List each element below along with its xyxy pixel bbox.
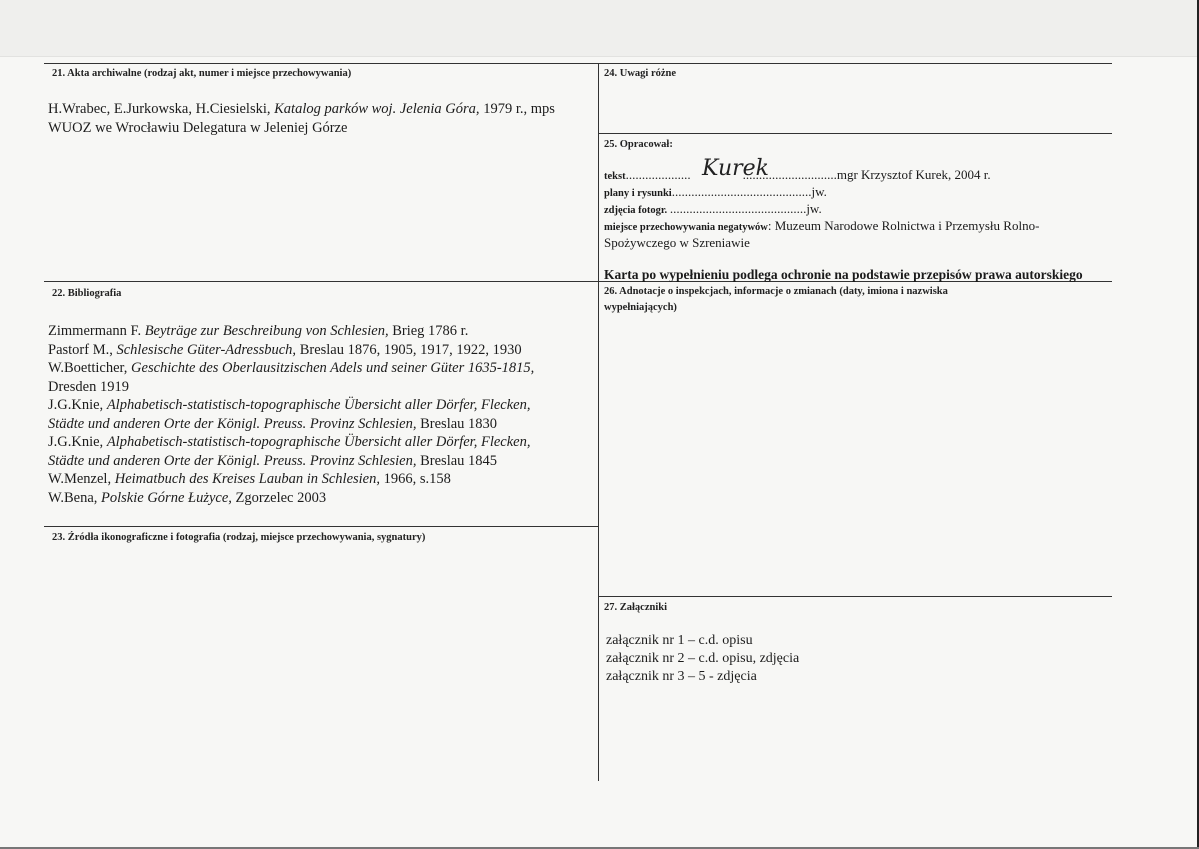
rule-27 (598, 596, 1112, 597)
tekst-value: mgr Krzysztof Kurek, 2004 r. (836, 167, 991, 182)
bibliography-entry: Städte und anderen Orte der Königl. Preuss. Provinz Schlesien, Breslau 1845 (48, 452, 498, 469)
section-25-label: 25. Opracował: (604, 139, 673, 150)
section-27-label: 27. Załączniki (604, 602, 668, 613)
section-26-label-line-2: wypełniających) (604, 302, 677, 313)
miejsce-value: : Muzeum Narodowe Rolnictwa i Przemysłu Rolno- (767, 218, 1040, 233)
dots: .......................................... (669, 201, 807, 216)
rule-25 (598, 133, 1112, 134)
column-divider (598, 63, 599, 781)
dots: ............................. (742, 167, 837, 182)
bibliography-list (48, 322, 534, 507)
scan-top-margin (0, 0, 1199, 57)
section-24-label: 24. Uwagi różne (604, 68, 677, 79)
section-26-label-line-1: 26. Adnotacje o inspekcjach, informacje o zmianach (daty, imiona i nazwiska (604, 286, 948, 297)
bibliography-entry: Dresden 1919 (48, 378, 129, 395)
attachment-item: załącznik nr 2 – c.d. opisu, zdjęcia (606, 651, 800, 666)
plany-value: jw. (811, 184, 827, 199)
archive-entry-line-1: H.Wrabec, E.Jurkowska, H.Ciesielski, Katalog parków woj. Jelenia Góra, 1979 r., mps (48, 101, 555, 117)
attachment-item: załącznik nr 1 – c.d. opisu (606, 633, 753, 648)
bibliography-entry: J.G.Knie, Alphabetisch-statistisch-topographische Übersicht aller Dörfer, Flecken, (48, 434, 531, 450)
negatives-storage-row-2: Spożywczego w Szreniawie (604, 235, 750, 250)
bibliography-entry: J.G.Knie, Alphabetisch-statistisch-topographische Übersicht aller Dörfer, Flecken, (48, 397, 531, 413)
bibliography-entry: Städte und anderen Orte der Königl. Preuss. Provinz Schlesien, Breslau 1830 (48, 415, 498, 432)
archive-entry-line-2: WUOZ we Wrocławiu Delegatura w Jeleniej Górze (48, 119, 348, 136)
zdjecia-value: jw. (806, 201, 822, 216)
handwritten-signature: Kurek (702, 156, 769, 181)
section-21-label: 21. Akta archiwalne (rodzaj akt, numer i miejsce przechowywania) (52, 68, 352, 79)
bibliography-entry: W.Bena, Polskie Górne Łużyce, Zgorzelec 2003 (48, 489, 327, 506)
attachment-item: załącznik nr 3 – 5 - zdjęcia (606, 669, 757, 684)
zdjecia-label: zdjęcia fotogr. (604, 205, 670, 216)
section-26-label (604, 285, 948, 314)
top-rule (44, 63, 1112, 64)
dots: ........................................... (671, 184, 812, 199)
tekst-label: tekst (604, 171, 626, 182)
rule-23 (44, 526, 598, 527)
section-22-label: 22. Bibliografia (52, 288, 122, 299)
section-21-content (48, 100, 555, 137)
bibliography-entry: Pastorf M., Schlesische Güter-Adressbuch, Breslau 1876, 1905, 1917, 1922, 1930 (48, 341, 522, 358)
section-23-label: 23. Źródła ikonograficzne i fotografia (rodzaj, miejsce przechowywania, sygnatury) (52, 532, 426, 543)
plany-label: plany i rysunki (604, 188, 672, 199)
copyright-notice: Karta po wypełnieniu podlega ochronie na podstawie przepisów prawa autorskiego (604, 267, 1083, 282)
miejsce-label: miejsce przechowywania negatywów (604, 222, 768, 233)
bibliography-entry: W.Boetticher, Geschichte des Oberlausitzischen Adels und seiner Güter 1635-1815, (48, 360, 535, 376)
bibliography-entry: Zimmermann F. Beyträge zur Beschreibung von Schlesien, Brieg 1786 r. (48, 323, 469, 339)
attachments-list (606, 632, 799, 686)
bibliography-entry: W.Menzel, Heimatbuch des Kreises Lauban in Schlesien, 1966, s.158 (48, 471, 451, 487)
dots: .................... (625, 167, 691, 182)
